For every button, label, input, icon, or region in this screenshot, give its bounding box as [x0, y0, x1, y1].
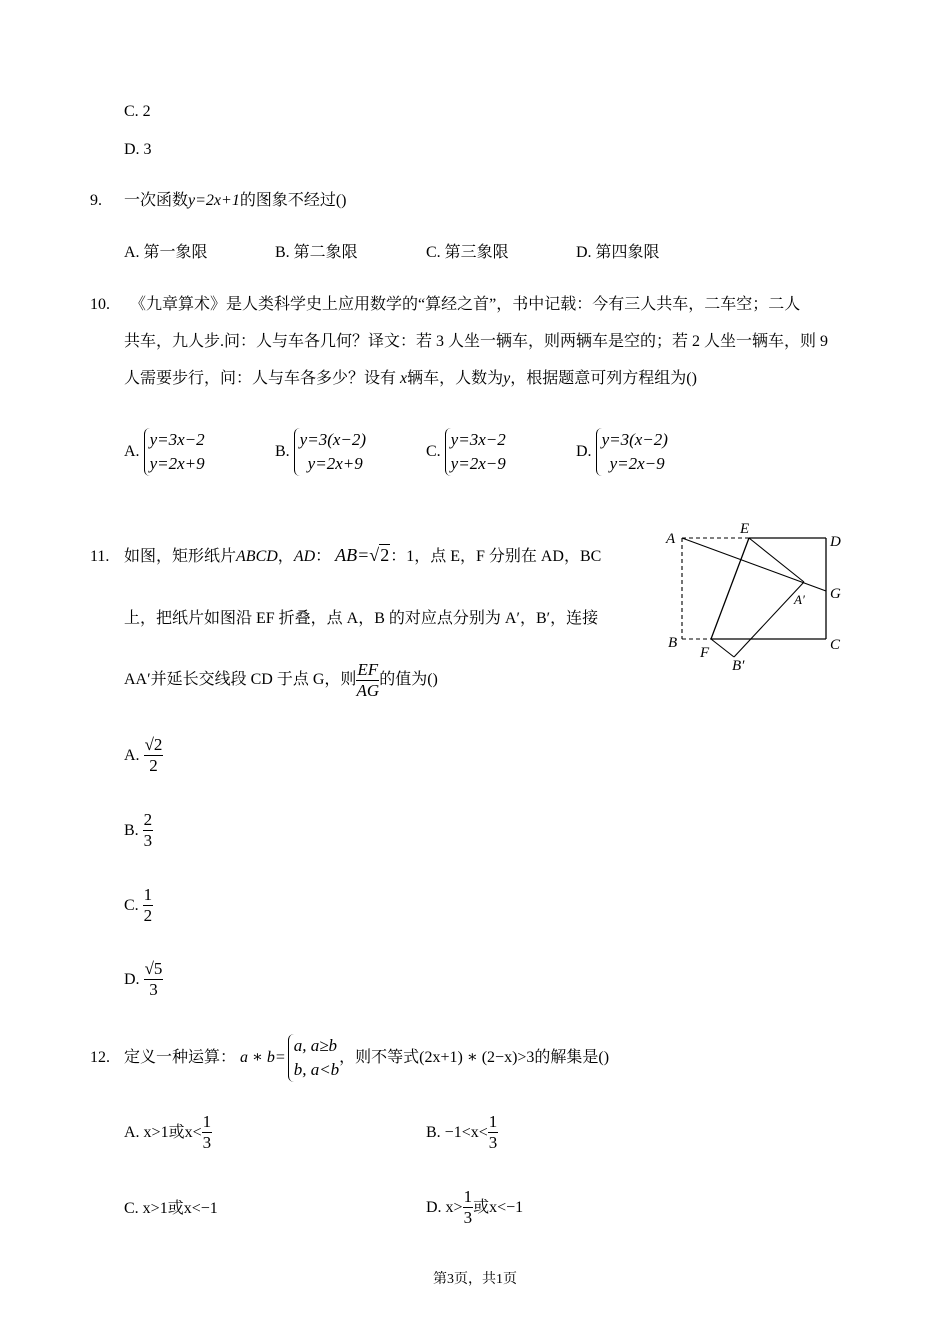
q10-line-3: [124, 369, 697, 389]
q12-stem: [124, 1034, 609, 1082]
q11-line-3: [124, 660, 438, 701]
q10-option-b-label: B.: [275, 443, 290, 460]
q11-option-c-den: 2: [143, 906, 153, 925]
q10-line-1: 《九章算术》是人类科学史上应用数学的“算经之首”，书中记载：今有三人共车，二车空；二人: [130, 296, 801, 313]
q12-stem-pre: 定义一种运算：: [124, 1049, 237, 1066]
q10-option-c-system: [445, 428, 506, 476]
q11-option-b-label: B.: [124, 821, 139, 839]
q12-number: 12.: [90, 1049, 110, 1066]
q10-option-d-system: [596, 428, 668, 476]
q12-option-a-frac: [202, 1112, 213, 1153]
fig-label-f: F: [700, 645, 710, 661]
fig-edge-ea1: [749, 538, 804, 582]
q11-colon: ：: [315, 548, 332, 565]
q11-line-1: [124, 540, 601, 572]
q12-option-a-num: 1: [202, 1112, 212, 1131]
q11-line-3-post: 的值为(): [379, 671, 438, 689]
q10-line-3-post: ，根据题意可列方程组为(): [510, 370, 697, 387]
q11-option-b-den: 3: [143, 831, 153, 850]
q10-option-c-label: C.: [426, 443, 441, 460]
q10-line-2: 共车，九人步.问：人与车各几何？译文：若 3 人坐一辆车，则两辆车是空的；若 2 人坐一辆车，则 9: [124, 333, 829, 350]
q11-comma: ，: [277, 548, 294, 565]
q12-option-b-text: B. −1<x<: [426, 1123, 488, 1141]
q12-option-b-frac: [488, 1112, 499, 1153]
q11-option-d-label: D.: [124, 970, 140, 988]
q10-option-d-label: D.: [576, 443, 592, 460]
q12-option-a-text: A. x>1或x<: [124, 1123, 202, 1141]
q9-equation: y=2x+1: [188, 192, 240, 209]
fig-label-b1: B′: [732, 658, 745, 674]
q11-option-c: [124, 885, 153, 926]
fig-label-c: C: [830, 637, 841, 653]
q11-figure: [660, 518, 850, 678]
q10-option-c: [426, 428, 506, 476]
fig-label-d: D: [830, 534, 841, 550]
q12-cases: [288, 1034, 339, 1082]
q9-stem-post: 的图象不经过(): [239, 192, 347, 209]
q12-stem-post: ，则不等式(2x+1) ∗ (2−x)>3的解集是(): [339, 1049, 610, 1066]
q12-case-2: b, a<b: [293, 1060, 340, 1079]
q12-option-d-post: 或x<−1: [473, 1198, 524, 1216]
q11-option-b-frac: [143, 810, 154, 851]
q10-option-b-eq1: y=3(x−2): [299, 430, 367, 449]
fig-label-a1: A′: [794, 592, 805, 607]
q10-option-d-eq2: y=2x−9: [609, 454, 665, 473]
q12-case-1: a, a≥b: [293, 1036, 338, 1055]
q11-option-a: [124, 735, 163, 776]
q10-option-a: [124, 428, 205, 476]
q10-option-b-eq2: y=2x+9: [307, 454, 363, 473]
q11-option-b: [124, 810, 153, 851]
q10-option-a-eq2: y=2x+9: [149, 454, 205, 473]
q11-sqrt-arg: 2: [380, 545, 390, 565]
q11-ratio: [356, 660, 379, 701]
q11-option-c-num: 1: [143, 885, 153, 904]
q11-option-d-den: 3: [149, 980, 158, 999]
q10-var-y: y: [503, 370, 511, 387]
fig-edge-fb1: [711, 639, 734, 657]
q9-option-c: C. 第三象限: [426, 244, 509, 261]
fig-label-a: A: [666, 531, 676, 547]
q12-option-d-den: 3: [463, 1208, 473, 1227]
q12-option-c: C. x>1或x<−1: [124, 1200, 218, 1217]
q12-option-d-frac: [463, 1187, 474, 1228]
fig-fold-ef: [711, 538, 749, 639]
q11-option-c-label: C.: [124, 896, 139, 914]
q10-option-b-system: [294, 428, 366, 476]
q9-option-a: A. 第一象限: [124, 244, 208, 261]
q12-option-d-text: D. x>: [426, 1198, 463, 1216]
q12-op: a ∗ b=: [240, 1049, 286, 1066]
q9-number: 9.: [90, 192, 102, 209]
q10-line-3-mid: 辆车，人数为: [407, 370, 504, 387]
q11-abcd: ABCD: [236, 548, 278, 565]
q11-option-c-frac: [143, 885, 154, 926]
q11-ratio-num: EF: [357, 660, 379, 679]
q11-line-2: 上，把纸片如图沿 EF 折叠，点 A，B 的对应点分别为 A′，B′，连接: [124, 610, 599, 627]
q12-option-a: [124, 1112, 212, 1153]
q8-option-c: C. 2: [124, 103, 151, 120]
q11-option-a-frac: [144, 735, 164, 776]
q11-option-d-frac: [144, 959, 164, 1000]
q11-option-b-num: 2: [143, 810, 153, 829]
q10-number: 10.: [90, 296, 110, 313]
q11-option-a-den: 2: [149, 756, 158, 775]
q11-ab-eq: AB=: [335, 545, 370, 565]
q11-ratio-den: AG: [356, 681, 380, 700]
q11-option-d-num: √5: [144, 959, 163, 978]
q12-option-d-num: 1: [463, 1187, 473, 1206]
q11-ad: AD: [293, 548, 316, 565]
q9-option-b: B. 第二象限: [275, 244, 358, 261]
q10-option-a-system: [144, 428, 205, 476]
q11-number: 11.: [90, 548, 110, 565]
q10-option-d: [576, 428, 668, 476]
q9-stem: [124, 191, 346, 211]
q12-option-b: [426, 1112, 498, 1153]
q11-line-3-pre: AA′并延长交线段 CD 于点 G，则: [124, 671, 357, 689]
q11-line-1-pre: 如图，矩形纸片: [124, 548, 237, 565]
q10-option-c-eq2: y=2x−9: [450, 454, 506, 473]
q11-option-a-label: A.: [124, 746, 140, 764]
fig-label-g: G: [830, 586, 841, 602]
q11-line-1-post: ：1，点 E，F 分别在 AD，BC: [390, 548, 602, 565]
fig-label-b: B: [668, 635, 678, 651]
q10-var-x: x: [400, 370, 408, 387]
q12-option-a-den: 3: [202, 1133, 212, 1152]
fig-label-e: E: [740, 521, 750, 537]
fig-line-ag: [682, 538, 826, 591]
q11-option-d: [124, 959, 163, 1000]
q10-option-a-label: A.: [124, 443, 140, 460]
q10-option-d-eq1: y=3(x−2): [601, 430, 668, 449]
q11-sqrt: √2: [369, 545, 390, 565]
q12-option-d: [426, 1187, 523, 1228]
q10-option-c-eq1: y=3x−2: [450, 430, 506, 449]
q10-option-b: [275, 428, 366, 476]
q9-option-d: D. 第四象限: [576, 244, 660, 261]
q8-option-d: D. 3: [124, 141, 152, 158]
page-footer: 第3页，共1页: [433, 1272, 517, 1287]
q10-line-3-pre: 人需要步行，问：人与车各多少？设有: [124, 370, 397, 387]
q12-option-b-den: 3: [488, 1133, 498, 1152]
q10-option-a-eq1: y=3x−2: [149, 430, 205, 449]
q12-option-b-num: 1: [488, 1112, 498, 1131]
q11-option-a-num: √2: [144, 735, 163, 754]
q9-stem-pre: 一次函数: [124, 192, 189, 209]
